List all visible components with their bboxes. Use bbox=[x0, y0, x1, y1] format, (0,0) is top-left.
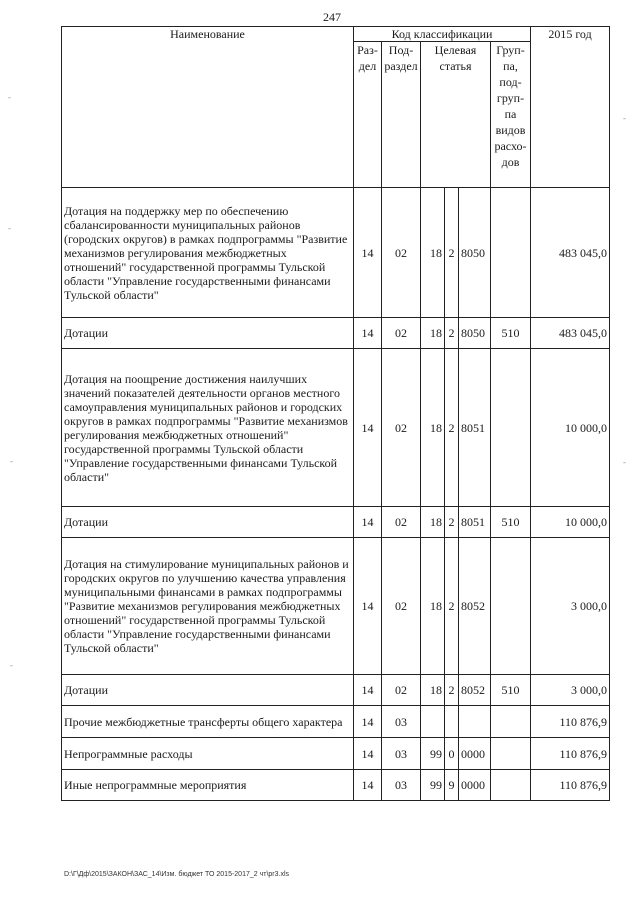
scan-mark: - bbox=[8, 92, 11, 102]
header-name: Наименование bbox=[62, 27, 354, 188]
scan-mark: - bbox=[623, 113, 626, 123]
row-expense-group: 510 bbox=[491, 318, 531, 349]
row-razdel: 14 bbox=[354, 738, 382, 770]
row-amount: 110 876,9 bbox=[531, 738, 610, 770]
row-amount: 483 045,0 bbox=[531, 188, 610, 318]
header-year: 2015 год bbox=[531, 27, 610, 188]
row-amount: 110 876,9 bbox=[531, 706, 610, 738]
row-expense-group bbox=[491, 738, 531, 770]
table-row bbox=[62, 188, 610, 318]
row-razdel: 14 bbox=[354, 706, 382, 738]
row-target-part2: 2 bbox=[445, 675, 459, 706]
header-expense-group: Груп- па, под- груп- па видов расхо- дов bbox=[491, 42, 531, 188]
row-amount: 110 876,9 bbox=[531, 770, 610, 801]
row-podrazdel: 03 bbox=[382, 770, 421, 801]
row-target-part1: 18 bbox=[421, 675, 445, 706]
row-target-part1: 18 bbox=[421, 507, 445, 538]
row-target-part2: 2 bbox=[445, 188, 459, 318]
row-amount: 3 000,0 bbox=[531, 675, 610, 706]
row-target-part1: 18 bbox=[421, 349, 445, 507]
row-target-part1: 99 bbox=[421, 770, 445, 801]
row-target-part1: 18 bbox=[421, 318, 445, 349]
row-target-part2: 9 bbox=[445, 770, 459, 801]
file-path-footer: D:\Г\Дф\2015\ЗАКОН\ЗАС_14\Изм. бюджет ТО 2015-2017_2 чт\pr3.xls bbox=[64, 871, 290, 878]
row-amount: 3 000,0 bbox=[531, 538, 610, 675]
row-podrazdel: 02 bbox=[382, 538, 421, 675]
row-name: Дотации bbox=[62, 675, 354, 706]
row-target-part3: 8052 bbox=[459, 538, 491, 675]
row-target-part1 bbox=[421, 706, 445, 738]
row-target-part3: 8050 bbox=[459, 318, 491, 349]
row-razdel: 14 bbox=[354, 675, 382, 706]
row-expense-group bbox=[491, 770, 531, 801]
row-amount: 10 000,0 bbox=[531, 349, 610, 507]
row-razdel: 14 bbox=[354, 349, 382, 507]
row-name: Дотация на поддержку мер по обеспечению сбалансированности муниципальных районов (городских округов) в рамках подпрограммы "Развитие механизмов регулирования межбюджетных отношений" государственной программы Тульской области "Управление государственными финансами Тульской области" bbox=[62, 188, 354, 318]
row-expense-group: 510 bbox=[491, 675, 531, 706]
row-podrazdel: 03 bbox=[382, 706, 421, 738]
row-name: Прочие межбюджетные трансферты общего характера bbox=[62, 706, 354, 738]
row-target-part2: 0 bbox=[445, 738, 459, 770]
row-podrazdel: 02 bbox=[382, 675, 421, 706]
row-target-part3: 8051 bbox=[459, 349, 491, 507]
scan-mark: - bbox=[8, 223, 11, 233]
header-razdel: Раз- дел bbox=[354, 42, 382, 188]
row-name: Непрограммные расходы bbox=[62, 738, 354, 770]
row-target-part3: 8052 bbox=[459, 675, 491, 706]
scan-mark: - bbox=[623, 457, 626, 467]
row-podrazdel: 02 bbox=[382, 349, 421, 507]
row-target-part2: 2 bbox=[445, 349, 459, 507]
row-target-part2: 2 bbox=[445, 538, 459, 675]
row-expense-group bbox=[491, 349, 531, 507]
header-podrazdel: Под- раздел bbox=[382, 42, 421, 188]
table-row bbox=[62, 675, 610, 706]
row-expense-group bbox=[491, 188, 531, 318]
row-podrazdel: 03 bbox=[382, 738, 421, 770]
table-row bbox=[62, 538, 610, 675]
table-row bbox=[62, 770, 610, 801]
row-expense-group: 510 bbox=[491, 507, 531, 538]
table-row bbox=[62, 349, 610, 507]
row-target-part3: 0000 bbox=[459, 738, 491, 770]
header-target: Целевая статья bbox=[421, 42, 491, 188]
row-podrazdel: 02 bbox=[382, 188, 421, 318]
row-name: Дотация на поощрение достижения наилучших значений показателей деятельности органов местного самоуправления муниципальных районов и городских округов в рамках подпрограммы "Развитие механизмов регулирования межбюджетных отношений" государственной программы Тульской области "Управление государственными финансами Тульской области" bbox=[62, 349, 354, 507]
row-razdel: 14 bbox=[354, 770, 382, 801]
table-row bbox=[62, 507, 610, 538]
row-target-part3 bbox=[459, 706, 491, 738]
row-expense-group bbox=[491, 538, 531, 675]
row-amount: 483 045,0 bbox=[531, 318, 610, 349]
row-target-part3: 0000 bbox=[459, 770, 491, 801]
row-razdel: 14 bbox=[354, 538, 382, 675]
row-target-part1: 18 bbox=[421, 538, 445, 675]
scan-mark: - bbox=[10, 456, 13, 466]
row-target-part2 bbox=[445, 706, 459, 738]
row-podrazdel: 02 bbox=[382, 507, 421, 538]
row-expense-group bbox=[491, 706, 531, 738]
row-target-part2: 2 bbox=[445, 318, 459, 349]
row-razdel: 14 bbox=[354, 188, 382, 318]
page-number: 247 bbox=[323, 10, 341, 24]
header-code-group: Код классификации bbox=[354, 27, 531, 42]
row-name: Дотация на стимулирование муниципальных районов и городских округов по улучшению качества управления муниципальными финансами в рамках подпрограммы "Развитие механизмов регулирования межбюджетных отношений" государственной программы Тульской области "Управление государственными финансами Тульской области" bbox=[62, 538, 354, 675]
row-target-part3: 8051 bbox=[459, 507, 491, 538]
row-name: Дотации bbox=[62, 507, 354, 538]
row-target-part2: 2 bbox=[445, 507, 459, 538]
row-target-part1: 99 bbox=[421, 738, 445, 770]
row-razdel: 14 bbox=[354, 507, 382, 538]
table-row bbox=[62, 738, 610, 770]
budget-table bbox=[61, 26, 610, 801]
row-amount: 10 000,0 bbox=[531, 507, 610, 538]
row-target-part1: 18 bbox=[421, 188, 445, 318]
row-name: Иные непрограммные мероприятия bbox=[62, 770, 354, 801]
table-row bbox=[62, 706, 610, 738]
row-razdel: 14 bbox=[354, 318, 382, 349]
table-row bbox=[62, 318, 610, 349]
row-target-part3: 8050 bbox=[459, 188, 491, 318]
row-name: Дотации bbox=[62, 318, 354, 349]
row-podrazdel: 02 bbox=[382, 318, 421, 349]
scan-mark: - bbox=[10, 660, 13, 670]
